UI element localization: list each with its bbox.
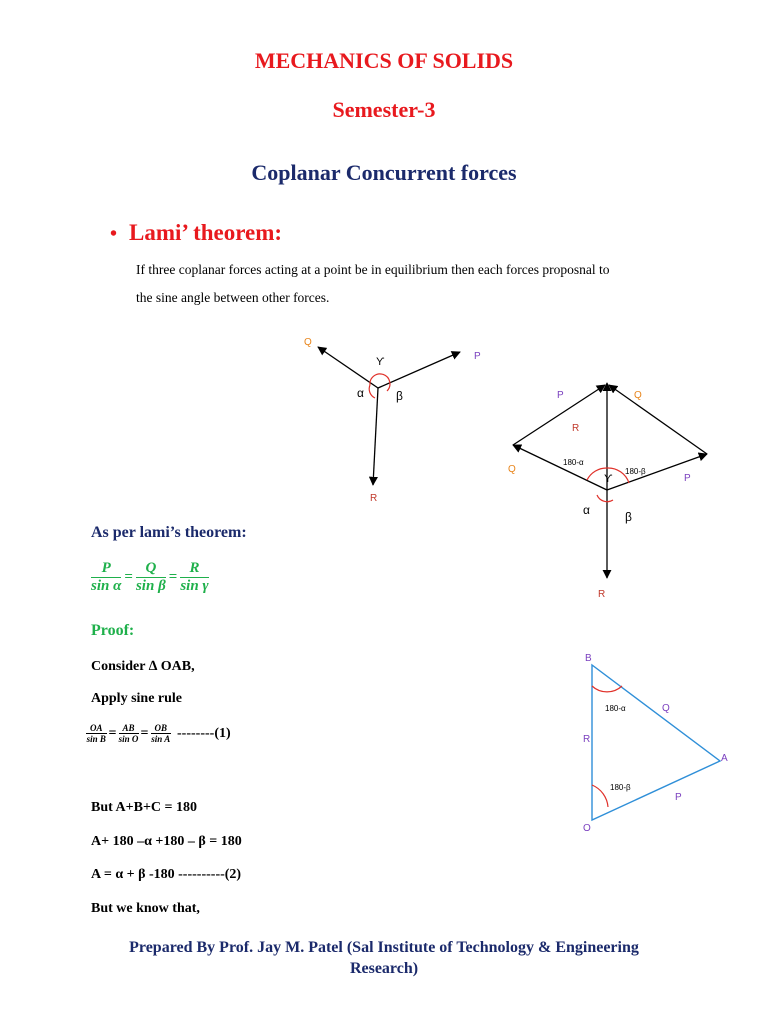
equals-sign: = — [124, 569, 133, 585]
side-label-p: P — [675, 792, 682, 803]
document-title: MECHANICS OF SOLIDS — [254, 48, 514, 73]
label-q: Q — [304, 337, 312, 348]
fraction-p — [91, 560, 121, 595]
footer-line1: Prepared By Prof. Jay M. Patel (Sal Institute of Technology & Engineering — [129, 939, 639, 956]
lami-statement — [136, 256, 696, 312]
numerator-r: R — [180, 560, 208, 578]
footer-line2: Research) — [349, 960, 419, 977]
label-r: R — [370, 493, 378, 504]
label-p-right: P — [684, 473, 691, 484]
angle-arc-alpha — [369, 385, 375, 398]
proof-line-we-know: But we know that, — [91, 901, 200, 916]
triangle-oab-diagram — [570, 645, 740, 840]
vertex-label-b: B — [585, 653, 592, 664]
force-q-arrow-left — [513, 445, 607, 490]
angle-arc-b — [592, 686, 622, 692]
numerator-ob: OB — [151, 723, 172, 734]
theorem-heading: As per lami’s theorem: — [91, 524, 247, 541]
numerator-q: Q — [136, 560, 166, 578]
label-q-left: Q — [508, 464, 516, 475]
denominator-sin-a: sin A — [151, 734, 171, 744]
triangle-oab — [592, 665, 720, 820]
proof-line-sine-rule: Apply sine rule — [91, 691, 183, 706]
label-alpha-2: α — [583, 503, 590, 517]
label-alpha: α — [357, 386, 364, 400]
fraction-r — [180, 560, 208, 595]
equals-sign: = — [140, 725, 149, 741]
force-q-arrow — [318, 347, 378, 388]
topic-heading: Coplanar Concurrent forces — [251, 160, 517, 185]
fraction-ab — [119, 723, 139, 744]
label-gamma: ϒ — [376, 356, 385, 368]
parallelogram-diagram — [495, 370, 725, 610]
label-p: P — [474, 351, 481, 362]
angle-label-180-beta: 180-β — [610, 783, 631, 792]
semester-label: Semester-3 — [332, 97, 436, 122]
denominator-sin-o: sin O — [118, 734, 139, 744]
label-gamma-2: ϒ — [604, 473, 613, 485]
label-180-alpha: 180-α — [563, 458, 584, 467]
numerator-oa: OA — [86, 723, 107, 734]
angle-arc — [370, 374, 390, 391]
proof-line-angle-sum: But A+B+C = 180 — [91, 800, 198, 815]
equals-sign: = — [168, 569, 178, 585]
force-q-arrow-top — [609, 385, 707, 454]
sine-rule-equation — [86, 723, 231, 744]
lami-force-diagram — [290, 325, 500, 515]
fraction-ob — [151, 723, 172, 744]
equals-sign: = — [108, 725, 117, 741]
label-r-mid: R — [572, 423, 580, 434]
denominator-sin-alpha: sin α — [91, 578, 122, 594]
label-q-top: Q — [634, 390, 642, 401]
angle-label-180-alpha: 180-α — [605, 704, 626, 713]
footer-credit — [60, 937, 708, 979]
label-180-beta: 180-β — [625, 467, 646, 476]
vertex-label-o: O — [583, 823, 591, 834]
proof-line-result: A = α + β -180 ----------(2) — [91, 867, 242, 882]
angle-arc-o — [592, 785, 608, 807]
lami-statement-line1: If three coplanar forces acting at a point be in equilibrium then each forces proposnal to — [136, 262, 610, 277]
lami-equation — [91, 560, 209, 595]
label-beta: β — [396, 389, 403, 403]
force-r-arrow — [373, 388, 378, 485]
angle-arc-bottom — [597, 495, 613, 502]
lami-heading — [110, 220, 282, 246]
vertex-label-a: A — [721, 753, 728, 764]
force-p-arrow-right — [607, 454, 707, 490]
denominator-sin-gamma: sin γ — [180, 578, 209, 594]
proof-line-substitution: A+ 180 –α +180 – β = 180 — [91, 834, 242, 849]
side-label-q: Q — [662, 703, 670, 714]
label-p-top: P — [557, 390, 564, 401]
numerator-ab: AB — [119, 723, 139, 734]
denominator-sin-b: sin B — [86, 734, 106, 744]
fraction-oa — [86, 723, 107, 744]
equation-number-1: --------(1) — [177, 725, 231, 741]
label-r-bottom: R — [598, 589, 606, 600]
lami-statement-line2: the sine angle between other forces. — [136, 290, 330, 305]
fraction-q — [136, 560, 166, 595]
lami-heading-text: Lami’ theorem: — [129, 220, 283, 245]
numerator-p: P — [91, 560, 121, 578]
bullet-icon: • — [110, 223, 118, 245]
side-label-r: R — [583, 734, 591, 745]
denominator-sin-beta: sin β — [135, 578, 166, 594]
label-beta-2: β — [625, 510, 632, 524]
proof-heading: Proof: — [91, 622, 135, 639]
proof-line-consider: Consider ∆ OAB, — [91, 659, 195, 674]
